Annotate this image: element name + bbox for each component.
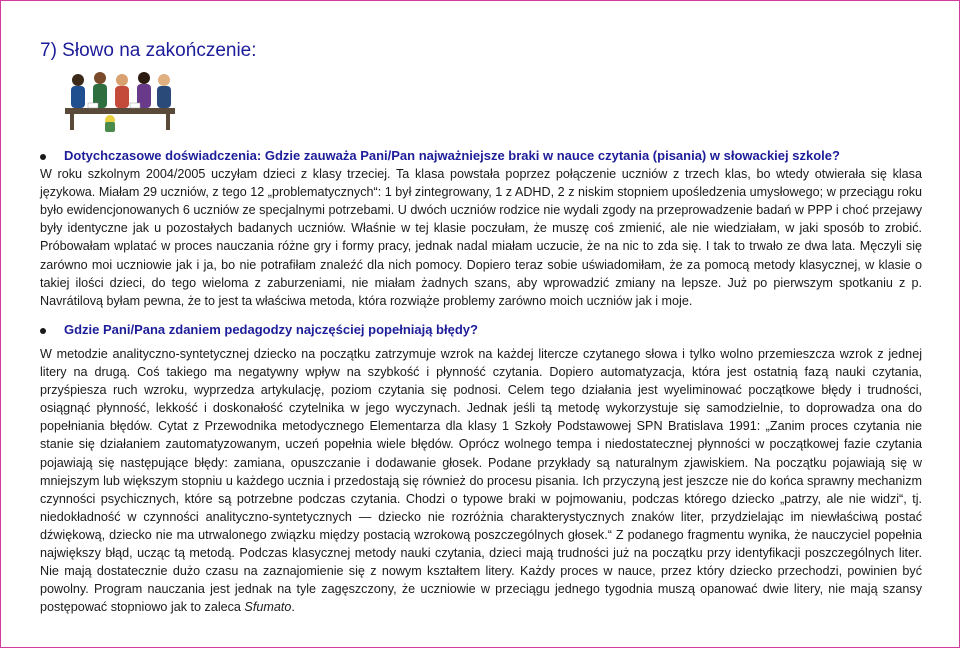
question-2	[40, 321, 922, 339]
slide-title: 7) Słowo na zakończenie:	[40, 40, 257, 61]
answer-2-end: .	[291, 600, 295, 615]
bullet-icon	[40, 328, 46, 334]
answer-2-text: W metodzie analityczno-syntetycznej dziecko na początku zatrzymuje wzrok na każdej litercze czytanego słowa i tylko wolno przemieszcza wzrok z jednej litery na drugą. Coś takiego ma negatywny wpływ na szybkość i płynność czytania. Dopiero automatyzacja, która jest ostatnią fazą nauki czytania, przyśpiesza ruch wzroku, wyprzedza artykulację, poziom czytania się podnosi. Celem tego działania jest wyeliminować początkowe błędy i trudności, osiągnąć płynność, lekkość i doskonałość czytelnika w jego wyczynach. Jednak jeśli tą metodę wykorzystuje się samodzielnie, to doprowadza ona do popełniania błędów. Cytat z Przewodnika metodycznego Elementarza dla klasy 1 Szkoły Podstawowej SPN Bratislava 1991: „Zanim proces czytania nie stanie się działaniem zautomatyzowanym, uczeń popełnia wiele błędów. Oprócz wolnego tempa i niedostatecznej płynności w początkowej fazie czytania pojawiają się następujące błędy: zamiana, opuszczanie i dodawanie głosek. Podane przykłady są naturalnym zjawiskiem. Na początku pojawiają się w mniejszym lub większym stopniu u każdego ucznia i przedostają się również do procesu pisania. Ich przyczyną jest jeszcze nie do końca sprawny mechanizm czynności psychicznych, które są potrzebne podczas czytania. Chodzi o typowe braki w pojmowaniu, podczas którego dziecko „patrzy, ale nie widzi“, tj. niedokładność w czynności analityczno-syntetycznych — dziecko nie rozróżnia charakterystycznych znaków liter, przydzielając im niewłaściwą postać dźwiękową, dziecko nie ma utrwalonego związku między postacią wzrokową poszczególnych głosek.“ Z podanego fragmentu wynika, że nauczyciel popełnia największy błąd, ucząc tą metodą. Podczas klasycznej metody nauki czytania, dzieci mają trudności już na początku przy identyfikacji poszczególnych liter. Nie mają dostatecznie dużo czasu na zaznajomienie się z nowym kształtem litery. Każdy proces w nauce, przez który dziecko przechodzi, powinien być powolny. Program nauczania jest jednak na tyle zagęszczony, że uczniowie w przeciągu jednego tygodnia muszą opanować dwie litery, nie mają szansy postępować stopniowo jak to zaleca	[40, 346, 922, 615]
answer-2	[40, 345, 922, 616]
slide-body	[40, 147, 922, 616]
bullet-icon	[40, 154, 46, 160]
people-at-table-illustration	[60, 70, 180, 132]
question-1	[40, 147, 922, 165]
question-1-text: Dotychczasowe doświadczenia: Gdzie zauważa Pani/Pan najważniejsze braki w nauce czytania (pisania) w słowackiej szkole?	[64, 148, 840, 163]
answer-2-italic: Sfumato	[244, 600, 292, 615]
answer-1: W roku szkolnym 2004/2005 uczyłam dzieci z klasy trzeciej. Ta klasa powstała poprzez połączenie uczniów z trzech klas, bo wtedy otwierała się klasa językowa. Miałam 29 uczniów, z tego 12 „problematycznych“: 1 był zintegrowany, 1 z ADHD, 2 z niskim stopniem upośledzenia umysłowego; w przeciągu roku było ewidencjonowanych 6 uczniów ze specjalnymi potrzebami. U dwóch uczniów rodzice nie wydali zgody na przeprowadzenie badań w PPP i choć przejawy były identyczne jak u pozostałych badanych uczniów. Właśnie w tej klasie poczułam, że muszę coś zmienić, ale nie wiedziałam, w jaki sposób to zrobić. Próbowałam wplatać w proces nauczania różne gry i formy pracy, jednak nadal miałam uczucie, że na nic to zda się. I tak to trwało ze dwa lata. Męczyli się zarówno moi uczniowie jak i ja, bo nie potrafiłam znaleźć dla nich pomocy. Dopiero teraz sobie uświadomiłam, że za pomocą metody klasycznej, w klasie o takiej ilości dzieci, do tego wieloma z zaburzeniami, nie miałam żadnych szans, aby wprowadzić zmiany na lepsze. Już po pierwszym spotkaniu z p. Navrátilovą byłam pewna, że to jest ta właściwa metoda, która rozwiąże problemy zarówno moich uczniów jak i moje.	[40, 167, 922, 308]
question-2-text: Gdzie Pani/Pana zdaniem pedagodzy najczęściej popełniają błędy?	[64, 321, 478, 337]
